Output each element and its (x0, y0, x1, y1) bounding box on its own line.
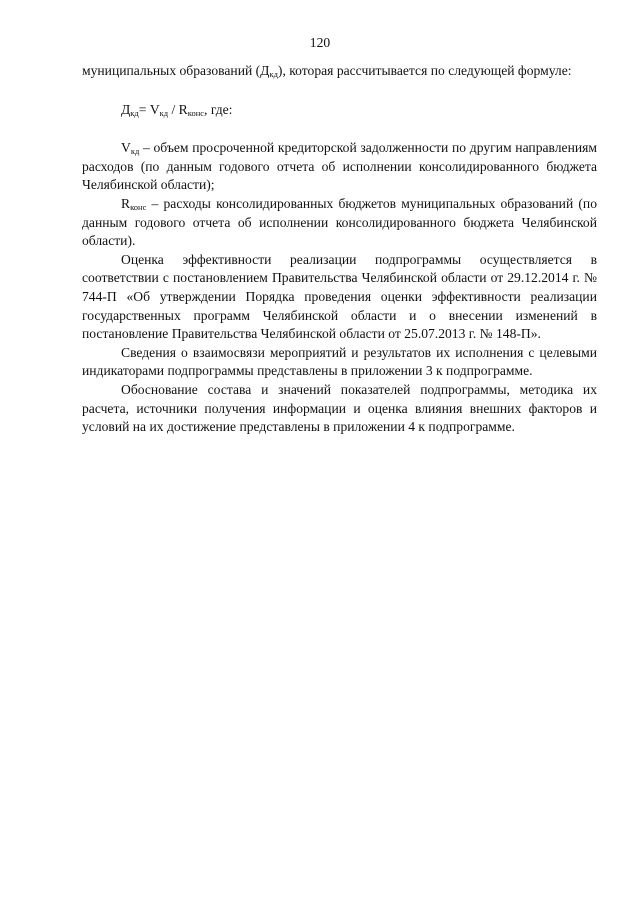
definition-r: $R_{конс}$ – расходы консолидированных бюджетов муниципальных образований (по данным годового отчета об исполнении консолидированного бюджета Челябинской области). (82, 195, 597, 249)
page-number: 120 (309, 35, 331, 50)
intro-paragraph: муниципальных образований $(Д_{кд})$, которая рассчитывается по следующей формуле: (82, 63, 572, 79)
paragraph-justification: Обоснование состава и значений показателей подпрограммы, методика их расчета, источники получения информации и оценка влияния внешних факторов и условий на их достижение представлены в приложении 4 к подпрограмме. (82, 381, 597, 435)
definition-v: $V_{кд}$ – объем просроченной кредиторской задолженности по другим направлениям расходов (по данным годового отчета об исполнении консолидированного бюджета Челябинской области); (82, 140, 597, 193)
document-body (82, 62, 597, 437)
formula: $Д_{кд}= V_{кд} / R_{конс}$, где: (121, 101, 233, 118)
paragraph-evaluation: Оценка эффективности реализации подпрограммы осуществляется в соответствии с постановлением Правительства Челябинской области от 29.12.2014 г. № 744-П «Об утверждении Порядка проведения оценки эффективности реализации государственных программ Челябинской области и о внесении изменений в постановление Правительства Челябинской области от 25.07.2013 г. № 148-П». (82, 251, 597, 342)
paragraph-relationship: Сведения о взаимосвязи мероприятий и результатов их исполнения с целевыми индикаторами подпрограммы представлены в приложении 3 к подпрограмме. (82, 344, 597, 379)
